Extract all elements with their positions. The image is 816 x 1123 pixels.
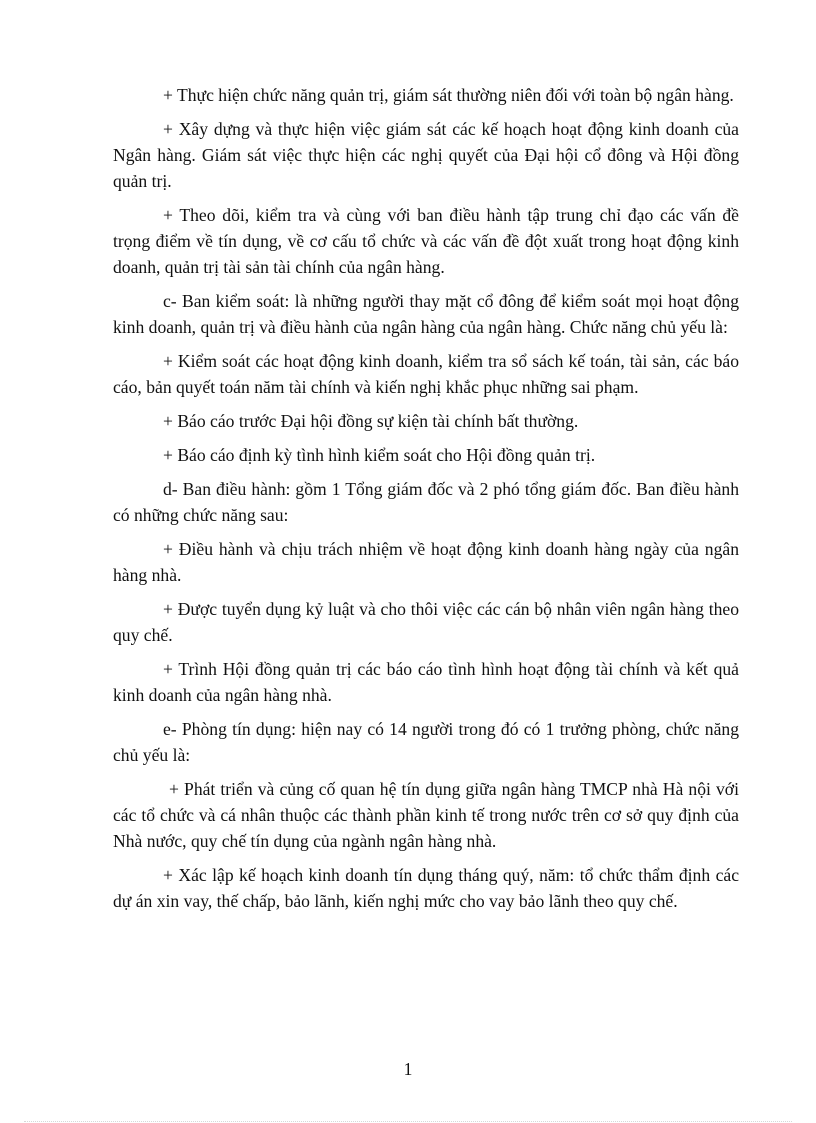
paragraph-5: + Kiểm soát các hoạt động kinh doanh, kiểm tra sổ sách kế toán, tài sản, các báo cáo, bản quyết toán năm tài chính và kiến nghị khắc phục những sai phạm. [113,351,739,397]
paragraph-13: + Phát triển và củng cố quan hệ tín dụng giữa ngân hàng TMCP nhà Hà nội với các tổ chức và cá nhân thuộc các thành phần kinh tế trong nước trên cơ sở quy định của Nhà nước, quy chế tín dụng của ngành ngân hàng nhà. [113,779,739,851]
page-number: 1 [403,1059,413,1079]
page-bottom-divider [24,1121,792,1122]
paragraph-6: + Báo cáo trước Đại hội đồng sự kiện tài chính bất thường. [163,411,579,431]
paragraph-14: + Xác lập kế hoạch kinh doanh tín dụng tháng quý, năm: tổ chức thẩm định các dự án xin vay, thế chấp, bảo lãnh, kiến nghị mức cho vay bảo lãnh theo quy chế. [113,865,739,911]
paragraph-2: + Xây dựng và thực hiện việc giám sát các kế hoạch hoạt động kinh doanh của Ngân hàng. Giám sát việc thực hiện các nghị quyết của Đại hội cổ đông và Hội đồng quản trị. [113,119,739,191]
paragraph-9: + Điều hành và chịu trách nhiệm về hoạt động kinh doanh hàng ngày của ngân hàng nhà. [113,539,739,585]
paragraph-7: + Báo cáo định kỳ tình hình kiểm soát cho Hội đồng quản trị. [163,445,596,465]
document-body [113,82,739,922]
paragraph-ban-kiem-soat: c- Ban kiểm soát: là những người thay mặt cổ đông để kiểm soát mọi hoạt động kinh doanh, quản trị và điều hành của ngân hàng của ngân hàng. Chức năng chủ yếu là: [113,291,739,337]
paragraph-10: + Được tuyển dụng kỷ luật và cho thôi việc các cán bộ nhân viên ngân hàng theo quy chế. [113,599,739,645]
paragraph-1: + Thực hiện chức năng quản trị, giám sát thường niên đối với toàn bộ ngân hàng. [163,85,734,105]
paragraph-phong-tin-dung: e- Phòng tín dụng: hiện nay có 14 người trong đó có 1 trưởng phòng, chức năng chủ yếu là: [113,719,739,765]
paragraph-3: + Theo dõi, kiểm tra và cùng với ban điều hành tập trung chỉ đạo các vấn đề trọng điểm về tín dụng, về cơ cấu tổ chức và các vấn đề đột xuất trong hoạt động kinh doanh, quản trị tài sản tài chính của ngân hàng. [113,205,739,277]
paragraph-ban-dieu-hanh: d- Ban điều hành: gồm 1 Tổng giám đốc và 2 phó tổng giám đốc. Ban điều hành có những chức năng sau: [113,479,739,525]
paragraph-11: + Trình Hội đồng quản trị các báo cáo tình hình hoạt động tài chính và kết quả kinh doanh của ngân hàng nhà. [113,659,739,705]
